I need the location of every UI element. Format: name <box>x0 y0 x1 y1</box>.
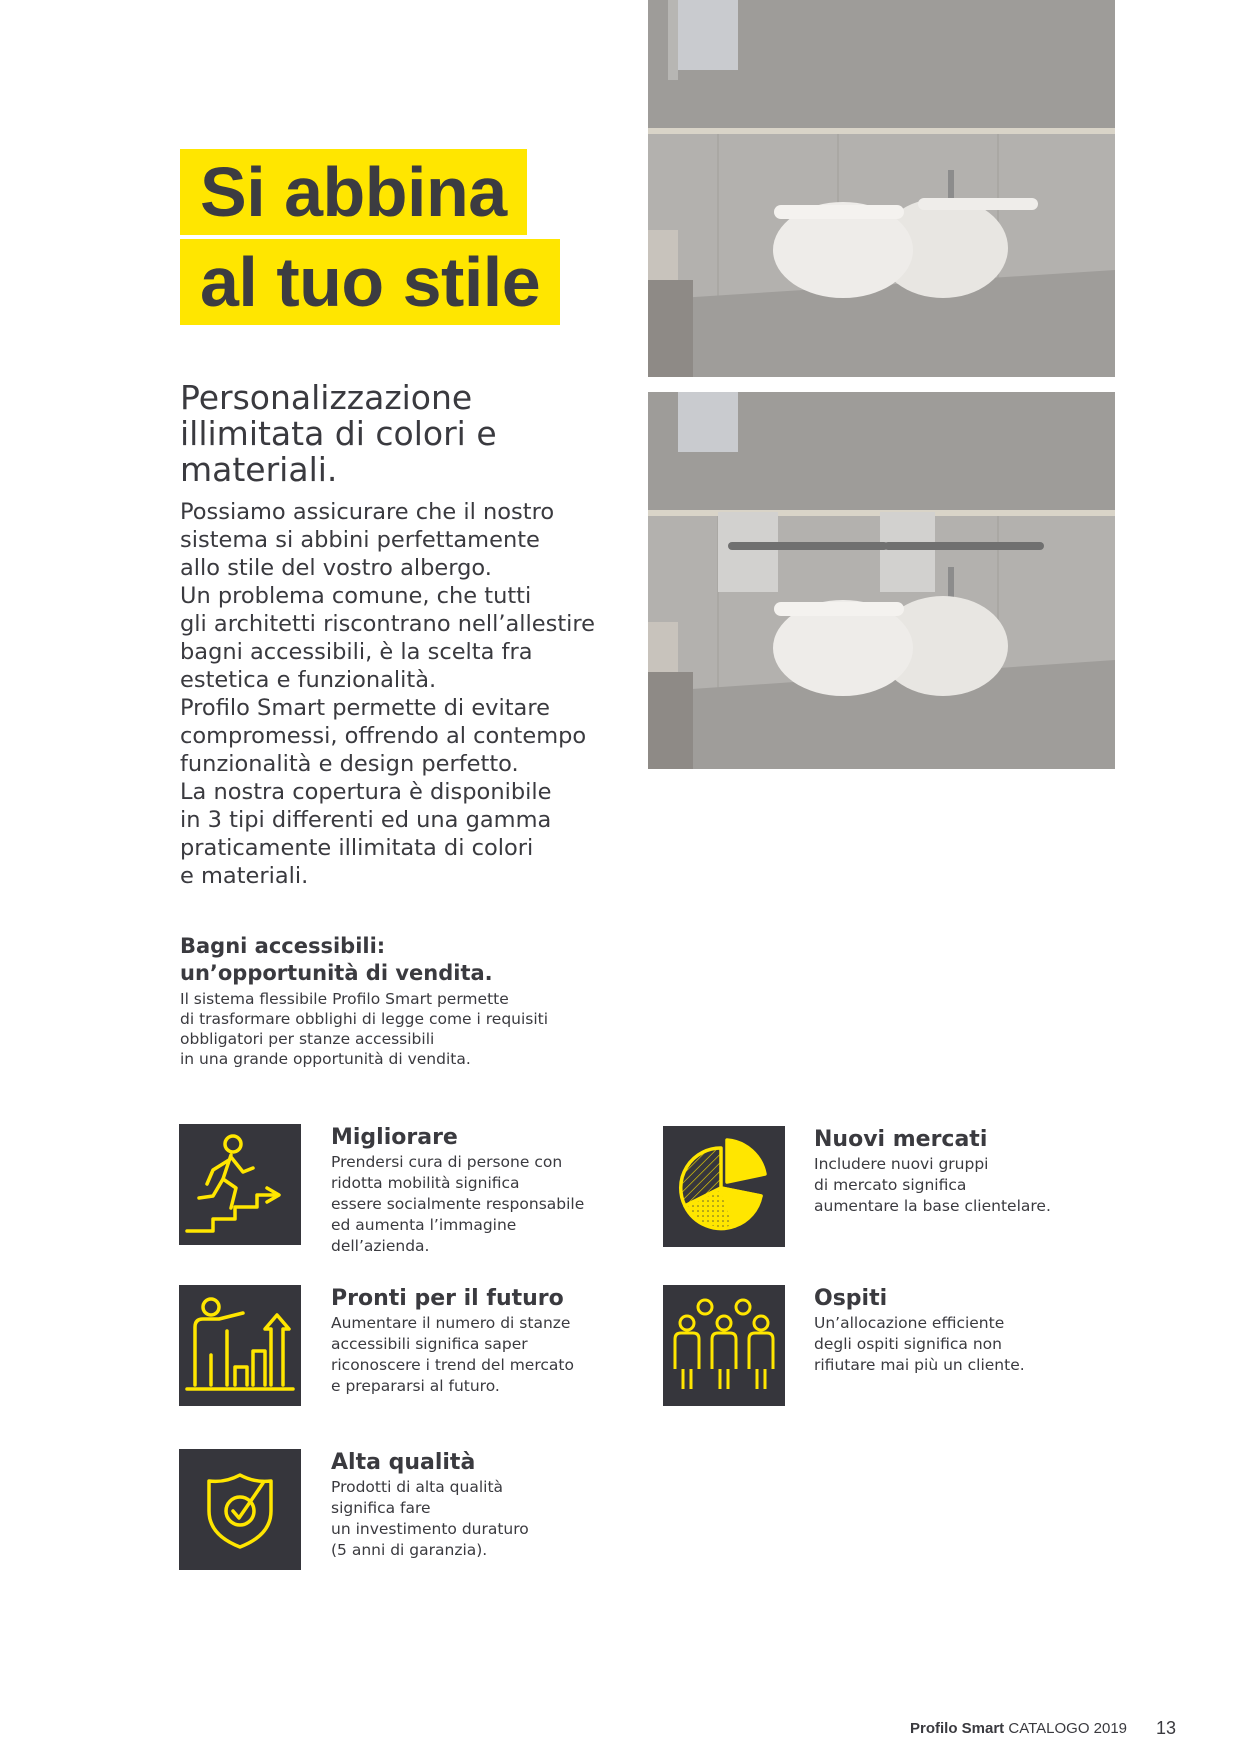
paragraph-line: Possiamo assicurare che il nostro <box>180 499 555 525</box>
subheading-line: Personalizzazione <box>180 378 473 417</box>
growth-presenter-icon <box>179 1285 301 1406</box>
feature-migliorare <box>331 1124 631 1257</box>
bathroom-photo-top <box>648 0 1115 377</box>
feature-text-line: e prepararsi al futuro. <box>331 1377 500 1395</box>
feature-pronti-futuro <box>331 1285 631 1397</box>
paragraph-line: funzionalità e design perfetto. <box>180 751 519 777</box>
feature-title: Migliorare <box>331 1125 458 1150</box>
subheading-line: materiali. <box>180 450 338 489</box>
feature-nuovi-mercati <box>814 1126 1114 1217</box>
feature-text-line: Prodotti di alta qualità <box>331 1478 504 1496</box>
paragraph-line: La nostra copertura è disponibile <box>180 779 552 805</box>
paragraph-line: estetica e funzionalità. <box>180 667 437 693</box>
feature-text-line: (5 anni di garanzia). <box>331 1541 488 1559</box>
page-number: 13 <box>1156 1718 1177 1738</box>
feature-text <box>814 1154 1114 1217</box>
feature-text <box>814 1313 1114 1376</box>
feature-text-line: Aumentare il numero di stanze <box>331 1314 571 1332</box>
stairs-climber-icon <box>179 1124 301 1245</box>
feature-text-line: aumentare la base clientelare. <box>814 1197 1051 1215</box>
group-people-icon <box>663 1285 785 1406</box>
paragraph-line: praticamente illimitata di colori <box>180 835 534 861</box>
feature-text-line: riconoscere i trend del mercato <box>331 1356 574 1374</box>
paragraph-line: bagni accessibili, è la scelta fra <box>180 639 533 665</box>
feature-text-line: degli ospiti significa non <box>814 1335 1002 1353</box>
opportunity-title-line: un’opportunità di vendita. <box>180 961 493 985</box>
feature-title: Ospiti <box>814 1286 888 1311</box>
feature-text-line: ed aumenta l’immagine <box>331 1216 517 1234</box>
feature-text-line: dell’azienda. <box>331 1237 430 1255</box>
feature-text-line: Un’allocazione efficiente <box>814 1314 1005 1332</box>
footer-caption <box>910 1720 1127 1737</box>
feature-alta-qualita <box>331 1449 631 1561</box>
paragraph-line: Un problema comune, che tutti <box>180 583 532 609</box>
bathroom-photo-bottom <box>648 392 1115 769</box>
feature-text <box>331 1313 631 1397</box>
footer-brand: Profilo Smart <box>910 1720 1005 1737</box>
feature-ospiti <box>814 1285 1114 1376</box>
opportunity-text-line: in una grande opportunità di vendita. <box>180 1050 471 1068</box>
paragraph-line: e materiali. <box>180 863 309 889</box>
subheading-line: illimitata di colori e <box>180 414 497 453</box>
feature-text-line: Prendersi cura di persone con <box>331 1153 563 1171</box>
feature-text-line: rifiutare mai più un cliente. <box>814 1356 1025 1374</box>
feature-text <box>331 1152 631 1257</box>
paragraph-line: gli architetti riscontrano nell’allestire <box>180 611 596 637</box>
opportunity-text-line: obbligatori per stanze accessibili <box>180 1030 435 1048</box>
feature-title: Alta qualità <box>331 1450 476 1475</box>
paragraph-line: compromessi, offrendo al contempo <box>180 723 587 749</box>
pie-chart-icon <box>663 1126 785 1247</box>
feature-text-line: un investimento duraturo <box>331 1520 529 1538</box>
paragraph-line: in 3 tipi differenti ed una gamma <box>180 807 552 833</box>
feature-text-line: accessibili significa saper <box>331 1335 528 1353</box>
quality-shield-icon <box>179 1449 301 1570</box>
opportunity-text <box>180 989 620 1069</box>
paragraph-line: Profilo Smart permette di evitare <box>180 695 550 721</box>
opportunity-text-line: Il sistema flessibile Profilo Smart permette <box>180 990 509 1008</box>
headline-line-1: Si abbina <box>180 149 527 235</box>
paragraph-line: allo stile del vostro albergo. <box>180 555 492 581</box>
feature-text-line: Includere nuovi gruppi <box>814 1155 989 1173</box>
headline-line-2: al tuo stile <box>180 239 560 325</box>
subheading <box>180 380 600 488</box>
feature-title: Nuovi mercati <box>814 1127 988 1152</box>
opportunity-section <box>180 933 620 1069</box>
feature-text-line: essere socialmente responsabile <box>331 1195 585 1213</box>
intro-paragraph <box>180 498 620 890</box>
footer-catalog: CATALOGO 2019 <box>1008 1720 1128 1737</box>
feature-title: Pronti per il futuro <box>331 1286 564 1311</box>
paragraph-line: sistema si abbini perfettamente <box>180 527 540 553</box>
feature-text-line: di mercato significa <box>814 1176 967 1194</box>
feature-text-line: ridotta mobilità significa <box>331 1174 520 1192</box>
feature-text <box>331 1477 631 1561</box>
feature-text-line: significa fare <box>331 1499 431 1517</box>
opportunity-title-line: Bagni accessibili: <box>180 934 386 958</box>
opportunity-text-line: di trasformare obblighi di legge come i requisiti <box>180 1010 549 1028</box>
